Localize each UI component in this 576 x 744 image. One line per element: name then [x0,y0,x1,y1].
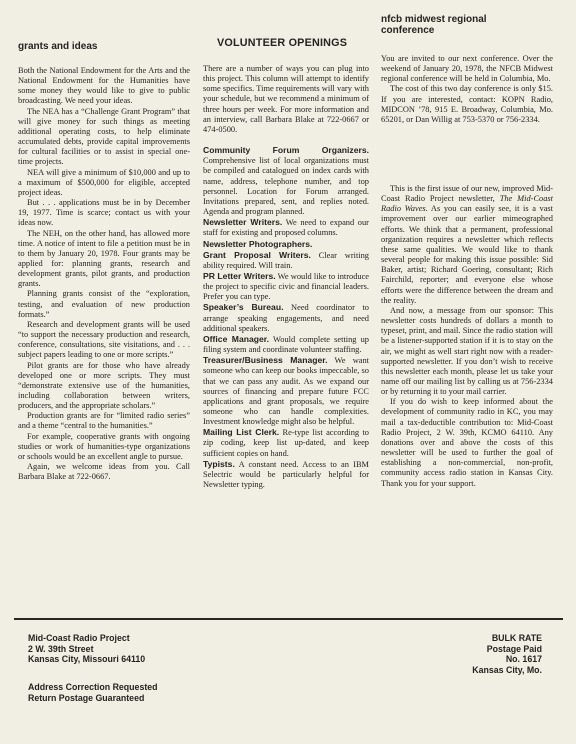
volunteer-item [203,239,369,250]
volunteer-role: Grant Proposal Writers. [203,249,311,260]
bulk-rate-line: Kansas City, Mo. [472,664,542,675]
volunteer-description: Re-type list according to zip coding, keep list up-dated, and keep sufficient copies on hand. [203,428,369,458]
volunteer-item [203,334,369,355]
grants-paragraph: Production grants are for “limited radio series” and a theme “central to the humanities.” [18,411,190,431]
volunteer-item [203,459,369,490]
volunteer-heading: VOLUNTEER OPENINGS [217,37,348,49]
conference-paragraph: You are invited to our next conference. Over the weekend of January 20, 1978, the NFCB Midwest regional conference will be held in Columbia, Mo. [381,54,553,84]
volunteer-role: Office Manager. [203,333,270,344]
volunteer-body [203,64,369,490]
grants-paragraph: The NEA has a “Challenge Grant Program” that will give money for such things as meeting additional operating costs, to help eliminate accumulated debts, provide capital improvements for cultural facilities or to assist in special one-time projects. [18,106,190,167]
editorial-body [381,184,553,489]
conference-paragraph: The cost of this two day conference is only $15. If you are interested, contact: KOPN Radio, MIDCON ’78, 915 E. Broadway, Columbia, Mo. 65201, or Dan Willig at 753-5370 or 756-2334. [381,84,553,124]
volunteer-item [203,145,369,217]
volunteer-role: Newsletter Writers. [203,217,283,228]
grants-paragraph: Again, we welcome ideas from you. Call Barbara Blake at 722-0667. [18,462,190,482]
volunteer-role: Newsletter Photographers. [203,238,313,249]
grants-paragraph: But . . . applications must be in by December 19, 1977. Time is scarce; contact us with your ideas now. [18,198,190,228]
grants-paragraph: Both the National Endowment for the Arts and the National Endowment for the Humanities have some money they would like to give to public broadcasting. We need your ideas. [18,66,190,106]
return-address-line: 2 W. 39th Street [28,643,94,654]
newsletter-title: The Mid-Coast Radio Waves. [381,194,554,214]
address-correction-line: Address Correction Requested [28,682,158,692]
volunteer-description: We want someone who can keep our books impeccable, so that we can pass any audit. As we expand our sources of financing and prepare future FCC applications and grant proposals, we require someone who can handle complexities. Investment knowledge might also be helpful. [203,356,369,427]
volunteer-intro: There are a number of ways you can plug into this project. This column will attempt to identify some specifics. Time requirements will vary with your schedule, but we recommend a minimum of three hours per week. For more information and an interview, call Barbara Blake at 722-0667 or 474-0500. [203,64,369,134]
volunteer-item [203,217,369,238]
volunteer-description: Clear writing ability required. Will train. [203,250,369,270]
address-correction [28,682,158,703]
volunteer-role: Speaker’s Bureau. [203,302,284,313]
volunteer-role: Mailing List Clerk. [203,427,280,438]
volunteer-description: Would complete setting up filing system and coordinate volunteer staffing. [203,334,369,355]
volunteer-role: Treasurer/Business Manager. [203,355,328,366]
grants-body [18,66,190,482]
volunteer-description: We need to expand our staff for existing and proposed columns. [203,218,369,238]
volunteer-item [203,250,369,271]
volunteer-item [203,355,369,427]
grants-heading: grants and ideas [18,41,98,52]
bulk-rate-line: Postage Paid [486,643,542,654]
editorial-paragraph: And now, a message from our sponsor: This newsletter costs hundreds of dollars a month to typeset, print, and mail. Since the radio station will be a listener-supported station if it is to stay on the air, we might as well start right now with a reader-supported newsletter. If you don’t wish to receive this newsletter each month, please let us take your name off our mailing list by calling us at 756-2334 or by returning it to your mail carrier. [381,305,553,397]
conference-heading [381,14,487,36]
volunteer-description: Need coordinator to arrange speaking engagements, and need additional speakers. [203,303,369,333]
volunteer-item [203,302,369,333]
conference-heading-line: nfcb midwest regional [381,14,487,25]
volunteer-description: A constant need. Access to an IBM Selectric would be particularly helpful for Newsletter typing. [203,459,369,490]
conference-heading-line: conference [381,25,435,36]
conference-body [381,54,553,125]
editorial-text: As you can easily see, it is a vast improvement over our earlier mimeographed efforts. We think that a permanent, professional organization requires a newsletter which reflects these same qualities. We would like to thank several people for making this issue possible: Sid Baker, artist; Richard Goering, consultant; Rich Fairchild, reporter; and everyone else whose efforts were the difference between the dream and the reality. [381,204,553,305]
volunteer-role: PR Letter Writers. [203,270,276,281]
editorial-text: This is the first issue of our new, improved Mid-Coast Radio Project newsletter, [381,184,553,204]
grants-paragraph: The NEH, on the other hand, has allowed more time. A notice of intent to file a petition must be in to them by January 20, 1978. Four grants may be applied for: planning grants, research and development grants, pilot grants, and production grants. [18,228,190,289]
grants-paragraph: Planning grants consist of the “exploration, testing, and evaluation of new production formats.” [18,289,190,319]
volunteer-description: Comprehensive list of local organizations must be compiled and catalogued on index cards with name, address, telephone number, and top personnel. Location for Forum arranged. Invitations prepared, sent, and replies noted. Agenda and program planned. [203,156,369,217]
volunteer-description: We would like to introduce the project to specific civic and financial leaders. Prefer you can type. [203,271,369,302]
bulk-rate-line: BULK RATE [491,633,542,643]
volunteer-item [203,427,369,458]
return-address-line: Mid-Coast Radio Project [28,633,130,643]
grants-paragraph: NEA will give a minimum of $10,000 and up to a maximum of $500,000 for eligible, accepted project ideas. [18,167,190,197]
return-address [28,633,145,665]
volunteer-role: Community Forum Organizers. [203,145,369,156]
grants-paragraph: Research and development grants will be used “to support the necessary production and research, conference, consultations, site visitations, and . . . subject papers leading to one or more scripts.” [18,319,190,360]
return-address-line: Kansas City, Missouri 64110 [28,654,146,665]
address-correction-line: Return Postage Guaranteed [28,692,145,703]
editorial-paragraph: If you do wish to keep informed about the development of community radio in KC, you may mail a tax-deductible contribution to: Mid-Coast Radio Project, 2 W. 39th, KCMO 64110. Any donations over and above the costs of this newsletter will be used to further the goal of establishing a non-commercial, non-profit, community access radio station in Kansas City. Thank you for your support. [381,397,553,488]
mailer-divider [14,618,563,620]
editorial-paragraph [381,184,553,306]
bulk-rate-indicia [452,633,542,675]
volunteer-item [203,271,369,302]
grants-paragraph: Pilot grants are for those who have already developed one or more scripts. They must “demonstrate extensive use of the humanities, including collaboration between writers, producers, and the appropriate scholars.” [18,360,190,411]
grants-paragraph: For example, cooperative grants with ongoing studies or work of humanities-type organizations or schools would be an excellent angle to pursue. [18,431,190,461]
bulk-rate-line: No. 1617 [505,654,542,665]
volunteer-role: Typists. [203,458,235,469]
